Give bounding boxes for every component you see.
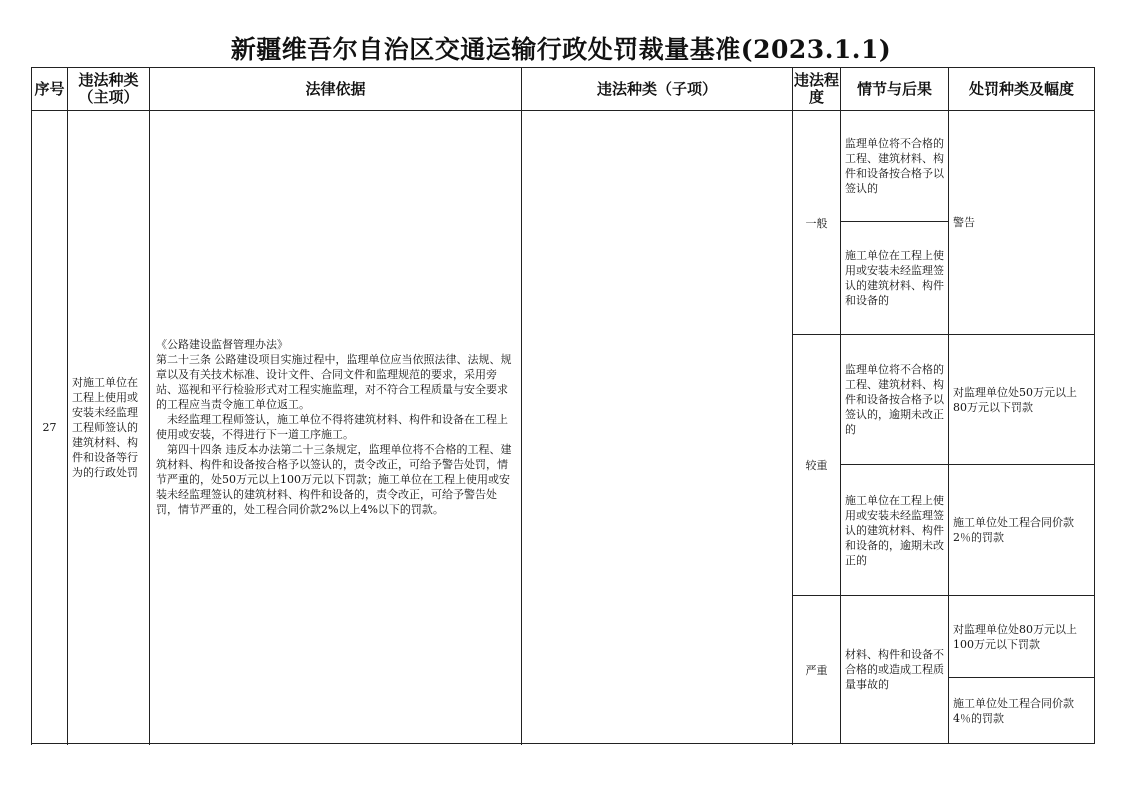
- penalty-cell: 施工单位处工程合同价款2％的罚款: [949, 465, 1095, 596]
- penalty-standard-table: [31, 67, 1095, 744]
- legal-basis-cell: 《公路建设监督管理办法》 第二十三条 公路建设项目实施过程中，监理单位应当依照法律、法规、规章以及有关技术标准、设计文件、合同文件和监理规范的要求，采用旁站、巡视和平行检验形式对工程实施监理，对不符合工程质量与安全要求的工程应当责令施工单位返工。 未经监理工程师签认，施工单位不得将建筑材料、构件和设备在工程上使用或安装，不得进行下一道工序施工。 第四十四条 违反本办法第二十三条规定，监理单位将不合格的工程、建筑材料、构件和设备按合格予以签认的，责令改正，可给予警告处罚，情节严重的，处50万元以上100万元以下罚款；施工单位在工程上使用或安装未经监理签认的建筑材料、构件和设备的，责令改正，可给予警告处罚，情节严重的，处工程合同价款2%以上4%以下的罚款。: [150, 111, 522, 744]
- penalty-cell: 警告: [949, 111, 1095, 335]
- seq-cell: 27: [32, 111, 68, 744]
- header-seq: 序号: [32, 68, 68, 111]
- main-type-cell: 对施工单位在工程上使用或安装未经监理工程师签认的建筑材料、构件和设备等行为的行政处罚: [68, 111, 150, 744]
- circumstance-cell: 施工单位在工程上使用或安装未经监理签认的建筑材料、构件和设备的: [841, 222, 949, 335]
- circumstance-cell: 监理单位将不合格的工程、建筑材料、构件和设备按合格予以签认的: [841, 111, 949, 222]
- degree-cell: 较重: [793, 335, 841, 596]
- circumstance-cell: 材料、构件和设备不合格的或造成工程质量事故的: [841, 596, 949, 744]
- header-degree: 违法程度: [793, 68, 841, 111]
- penalty-cell: 施工单位处工程合同价款4％的罚款: [949, 678, 1095, 744]
- sub-type-cell: [522, 111, 793, 744]
- penalty-cell: 对监理单位处80万元以上100万元以下罚款: [949, 596, 1095, 678]
- circumstance-cell: 监理单位将不合格的工程、建筑材料、构件和设备按合格予以签认的，逾期未改正的: [841, 335, 949, 465]
- degree-cell: 严重: [793, 596, 841, 744]
- header-row: [32, 68, 1095, 111]
- document-title: 新疆维吾尔自治区交通运输行政处罚裁量基准(2023.1.1): [230, 35, 892, 64]
- header-legal-basis: 法律依据: [150, 68, 522, 111]
- header-sub-type: 违法种类（子项）: [522, 68, 793, 111]
- table-row: [32, 111, 1095, 222]
- header-penalty: 处罚种类及幅度: [949, 68, 1095, 111]
- header-main-type: 违法种类（主项）: [68, 68, 150, 111]
- penalty-cell: 对监理单位处50万元以上80万元以下罚款: [949, 335, 1095, 465]
- header-circumstances: 情节与后果: [841, 68, 949, 111]
- degree-cell: 一般: [793, 111, 841, 335]
- circumstance-cell: 施工单位在工程上使用或安装未经监理签认的建筑材料、构件和设备的，逾期未改正的: [841, 465, 949, 596]
